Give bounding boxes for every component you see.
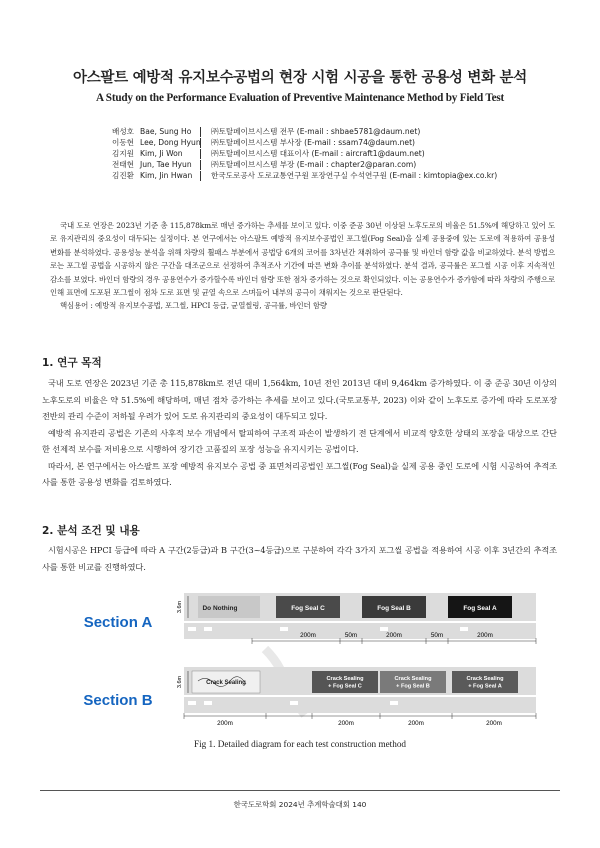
figure-caption: Fig 1. Detailed diagram for each test construction method: [193, 739, 407, 749]
lane-dash: [188, 701, 196, 705]
section-b-block-fog-seal-a: [452, 671, 518, 693]
block-label: Fog Seal B: [377, 605, 411, 612]
author-name-en: Bae, Sung Ho: [140, 127, 192, 136]
test-section-diagram: [80, 583, 540, 733]
block-label-line: + Fog Seal C: [328, 683, 362, 690]
page-footer: 한국도로학회 2024년 추계학술대회 140: [233, 800, 367, 809]
dim-label: 50m: [430, 632, 444, 639]
keywords: 핵심용어 : 예방적 유지보수공법, 포그씰, HPCI 등급, 균열씰링, 공극률, 바인더 함량: [60, 301, 327, 311]
section-heading-2: 2. 분석 조건 및 내용: [42, 525, 140, 537]
block-label-line: Crack Sealing: [326, 676, 364, 682]
lane-dash: [280, 627, 288, 631]
author-row: [112, 137, 552, 148]
author-row: [112, 159, 552, 170]
block-label: Do Nothing: [202, 605, 238, 612]
lane-dash: [460, 627, 468, 631]
lane-line: [184, 695, 536, 697]
block-label: Fog Seal C: [291, 605, 325, 612]
divider: [200, 127, 211, 137]
lane-width-label: 3.6m: [177, 675, 183, 689]
author-name-en: Lee, Dong Hyun: [140, 138, 201, 147]
author-name-ko: 김지원: [112, 149, 135, 158]
dim-label: 200m: [408, 720, 424, 727]
lane-dash: [204, 627, 212, 631]
abstract: [50, 219, 555, 313]
footer-divider: [40, 790, 560, 791]
author-list: [112, 126, 552, 181]
block-label-line: Crack Sealing: [394, 676, 432, 682]
dim-label: 200m: [217, 720, 233, 727]
author-name-ko: 전태현: [112, 160, 135, 169]
lane-dash: [188, 627, 196, 631]
block-label: Crack Sealing: [206, 680, 246, 686]
paragraph: 예방적 유지관리 공법은 기존의 사후적 보수 개념에서 탈피하여 구조적 파손이 발생하기 전 단계에서 비교적 양호한 상태의 포장을 대상으로 간단한 선제적 보수를 저비용으로 시행하여 장기간 고품질의 포장 성능을 유지시키는 공법이다.: [42, 427, 557, 454]
abstract-text: 국내 도로 연장은 2023년 기준 총 115,878km로 매년 증가하는 추세를 보이고 있다. 이중 준공 30년 이상된 노후도로의 비율은 51.5%에 해당하고 있어 도로 유지관리의 중요성이 대두되는 실정이다. 본 연구에서는 아스팔트 예방적 유지보수공법인 포그씰(Fog Seal)을 실제 공용중에 있는 도로에 적용하여 공용성 변화를 분석하였다. 공용성능 분석을 위해 차량의 휠패스 부분에서 공법당 6개의 코어를 3차년간 채취하여 공극률 및 바인더 함량 값을 비교하였다. 분석 방법으로는 포그씰 공법을 시공하지 않은 구간을 대조군으로 선정하여 추적조사 기간에 따른 변화 추이를 분석하였다. 분석 결과, 공극률은 포그씰 시공 이후 지속적인 감소를 보였다. 바인더 함량의 경우 공용연수가 증가할수록 바인더 함량 또한 점차 증가하는 것으로 확인되었다. 이는 공용연수가 증가함에 따라 차량의 주행으로 인해 표면에 도포된 포그씰이 점차 도로 표면 및 균열 속으로 스며들어 내부의 공극이 채워지는 것으로 판단된다.: [50, 221, 555, 298]
author-name-en: Kim, Ji Won: [140, 149, 183, 158]
divider: [200, 149, 211, 159]
dim-label: 200m: [338, 720, 354, 727]
dim-label: 200m: [477, 632, 493, 639]
block-label: Fog Seal A: [463, 605, 497, 612]
title-english: A Study on the Performance Evaluation of Preventive Maintenance Method by Field Test: [95, 92, 505, 104]
block-label-line: Crack Sealing: [466, 676, 504, 682]
section-heading-1: 1. 연구 목적: [42, 357, 102, 369]
lane-dash: [204, 701, 212, 705]
author-name-ko: 배성호: [112, 127, 135, 136]
author-affiliation: ㈜토탈페이브시스템 부장 (E-mail : chapter2@paran.com): [211, 160, 417, 169]
section-b-dimensions: [184, 713, 536, 727]
author-row: [112, 148, 552, 159]
dim-label: 200m: [486, 720, 502, 727]
dim-label: 200m: [300, 632, 316, 639]
section-a-label: Section A: [83, 614, 153, 631]
section-b-label: Section B: [83, 692, 153, 709]
divider: [200, 171, 211, 181]
dim-label: 200m: [386, 632, 402, 639]
section-b-block-fog-seal-c: [312, 671, 378, 693]
divider: [200, 138, 211, 148]
author-name-ko: 김진환: [112, 171, 135, 180]
paragraph: 국내 도로 연장은 2023년 기준 총 115,878km로 전년 대비 1,564km, 10년 전인 2013년 대비 9,464km 증가하였다. 이 중 준공 30년 이상의 노후도로의 비율은 약 51.5%에 해당하며, 매년 점차 증가하는 추세를 보이고 있다.(국토교통부, 2023) 이와 같이 노후도로 증가에 따라 도로포장 전반의 관리 수준이 저하될 우려가 있어 도로 유지관리의 중요성이 대두되고 있다.: [42, 378, 557, 421]
section-2-body: [42, 542, 557, 575]
divider: [200, 160, 211, 170]
author-name-ko: 이동현: [112, 138, 135, 147]
block-label: [467, 676, 505, 690]
paragraph: 시험시공은 HPCI 등급에 따라 A 구간(2등급)과 B 구간(3~4등급)으로 구분하여 각각 3가지 포그씰 공법을 적용하여 시공 이후 3년간의 추적조사를 통한 비교를 진행하였다.: [42, 545, 557, 572]
paragraph: 따라서, 본 연구에서는 아스팔트 포장 예방적 유지보수 공법 중 표면처리공법인 포그씰(Fog Seal)을 실제 공용 중인 도로에 시험 시공하여 추적조사를 통한 공용성 변화를 검토하였다.: [42, 460, 557, 487]
block-label: [395, 676, 433, 690]
author-affiliation: ㈜토탈페이브시스템 대표이사 (E-mail : aircraft1@daum.net): [211, 149, 425, 158]
block-label: [327, 676, 365, 690]
author-name-en: Kim, Jin Hwan: [140, 171, 193, 180]
author-affiliation: ㈜토탈페이브시스템 부사장 (E-mail : ssam74@daum.net): [211, 138, 416, 147]
dim-label: 50m: [344, 632, 358, 639]
lane-dash: [290, 701, 298, 705]
author-affiliation: 한국도로공사 도로교통연구원 포장연구실 수석연구원 (E-mail : kimtopia@ex.co.kr): [211, 171, 498, 180]
author-row: [112, 126, 552, 137]
block-label-line: + Fog Seal A: [468, 683, 502, 690]
lane-dash: [390, 701, 398, 705]
title-korean: 아스팔트 예방적 유지보수공법의 현장 시험 시공을 통한 공용성 변화 분석: [73, 69, 527, 86]
lane-width-label: 3.6m: [177, 600, 183, 614]
section-b-block-fog-seal-b: [380, 671, 446, 693]
author-name-en: Jun, Tae Hyun: [140, 160, 192, 169]
block-label-line: + Fog Seal B: [396, 683, 430, 690]
author-affiliation: ㈜토탈페이브시스템 전무 (E-mail : shbae5781@daum.net): [211, 127, 421, 136]
author-row: [112, 170, 552, 181]
section-1-body: [42, 375, 557, 491]
lane-dash: [380, 627, 388, 631]
lane-line: [184, 621, 536, 623]
